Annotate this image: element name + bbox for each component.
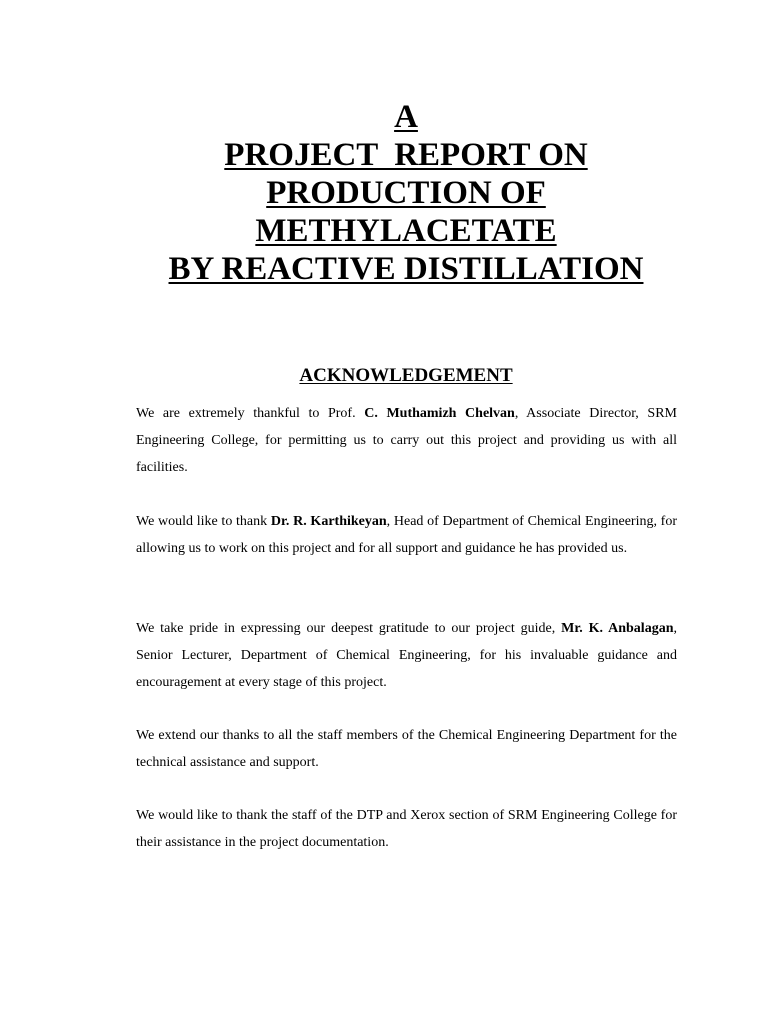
title-line: BY REACTIVE DISTILLATION [168, 251, 644, 287]
paragraph-text: , Associate Director, SRM Engineering College, for permitting us to carry out this project and providing us with all facilities. [136, 406, 677, 475]
paragraph-text: We would like to thank [136, 514, 271, 529]
acknowledgement-paragraph: We would like to thank the staff of the DTP and Xerox section of SRM Engineering College for their assistance in the project documentation. [136, 808, 677, 850]
person-name: Mr. K. Anbalagan [561, 621, 674, 636]
report-title [0, 98, 768, 288]
paragraph-text: We take pride in expressing our deepest gratitude to our project guide, [136, 621, 562, 636]
acknowledgement-paragraph: We extend our thanks to all the staff members of the Chemical Engineering Department for the technical assistance and support. [136, 728, 677, 770]
person-name: Dr. R. Karthikeyan [270, 514, 387, 529]
acknowledgement-heading: ACKNOWLEDGEMENT [299, 365, 513, 386]
paragraph-text: , Head of Department of Chemical Engineering, for allowing us to work on this project and for all support and guidance he has provided us. [136, 514, 677, 556]
title-line: PROJECT REPORT ON [224, 137, 588, 173]
paragraph-text: , Senior Lecturer, Department of Chemical Engineering, for his invaluable guidance and encouragement at every stage of this project. [136, 621, 677, 690]
person-name: C. Muthamizh Chelvan [364, 406, 515, 421]
acknowledgement-paragraph [136, 615, 677, 696]
title-line: METHYLACETATE [255, 213, 557, 249]
paragraph-text: We are extremely thankful to Prof. [136, 406, 365, 421]
title-line: PRODUCTION OF [266, 175, 546, 211]
acknowledgement-paragraph [136, 508, 677, 562]
acknowledgement-paragraph [136, 400, 677, 481]
title-line: A [394, 99, 418, 135]
